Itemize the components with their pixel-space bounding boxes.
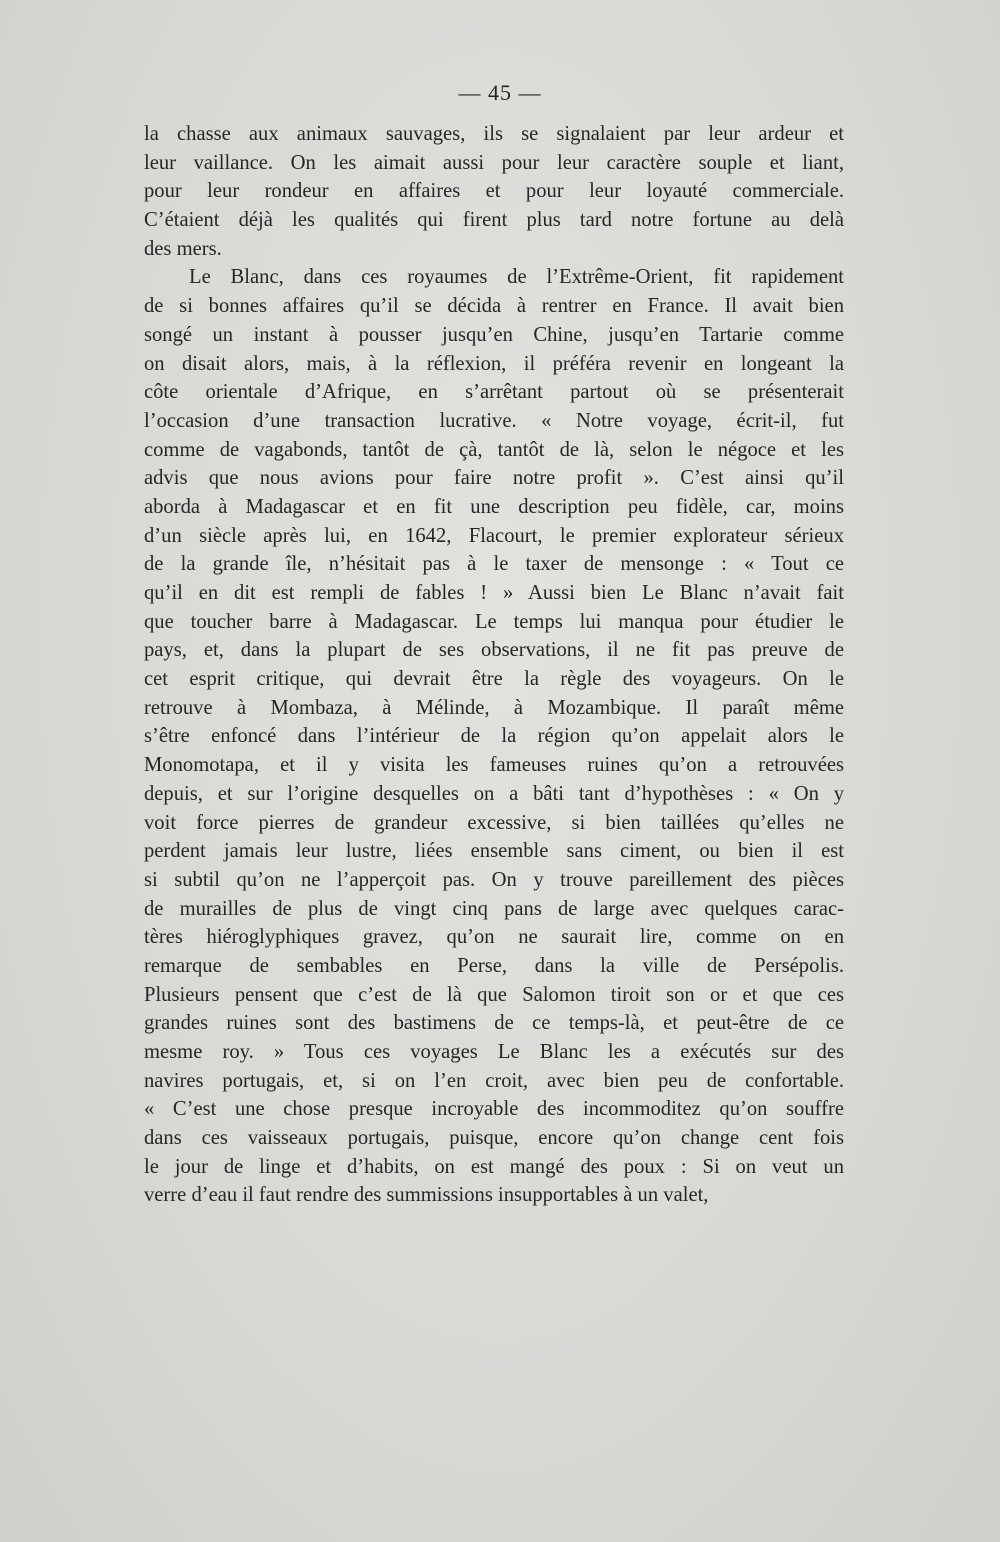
text-line: Plusieurs pensent que c’est de là que Salomon tiroit son or et que ces <box>144 983 844 1006</box>
text-line: la chasse aux animaux sauvages, ils se signalaient par leur ardeur et <box>144 123 844 145</box>
text-line: songé un instant à pousser jusqu’en Chine, jusqu’en Tartarie comme <box>144 323 844 346</box>
text-line: retrouve à Mombaza, à Mélinde, à Mozambique. Il paraît même <box>144 696 844 719</box>
text-line: pour leur rondeur en affaires et pour leur loyauté commerciale. <box>144 180 844 203</box>
body-text <box>144 120 844 1210</box>
text-line: dans ces vaisseaux portugais, puisque, encore qu’on change cent fois <box>144 1127 844 1150</box>
text-line: qu’il en dit est rempli de fables ! » Aussi bien Le Blanc n’avait fait <box>144 582 844 604</box>
text-line: de la grande île, n’hésitait pas à le taxer de mensonge : « Tout ce <box>144 553 844 576</box>
text-line: perdent jamais leur lustre, liées ensemble sans ciment, ou bien il est <box>144 840 844 863</box>
text-line: « C’est une chose presque incroyable des incommoditez qu’on souffre <box>144 1098 844 1121</box>
text-line: côte orientale d’Afrique, en s’arrêtant partout où se présenterait <box>144 381 844 404</box>
text-line: remarque de sembables en Perse, dans la ville de Persépolis. <box>144 954 844 977</box>
text-line: grandes ruines sont des bastimens de ce temps-là, et peut-être de ce <box>144 1012 844 1035</box>
text-line: depuis, et sur l’origine desquelles on a bâti tant d’hypothèses : « On y <box>144 782 844 805</box>
text-line: mesme roy. » Tous ces voyages Le Blanc les a exécutés sur des <box>144 1041 844 1063</box>
text-line: navires portugais, et, si on l’en croit, avec bien peu de confortable. <box>144 1069 844 1092</box>
text-line: si subtil qu’on ne l’apperçoit pas. On y trouve pareillement des pièces <box>144 868 844 891</box>
text-line: l’occasion d’une transaction lucrative. « Notre voyage, écrit-il, fut <box>144 409 844 432</box>
text-line: advis que nous avions pour faire notre profit ». C’est ainsi qu’il <box>144 467 844 490</box>
text-line: voit force pierres de grandeur excessive, si bien taillées qu’elles ne <box>144 811 844 834</box>
text-line: le jour de linge et d’habits, on est mangé des poux : Si on veut un <box>144 1155 844 1178</box>
text-line: tères hiéroglyphiques gravez, qu’on ne saurait lire, comme on en <box>144 926 844 949</box>
text-line: verre d’eau il faut rendre des summissions insupportables à un valet, <box>144 1184 709 1207</box>
text-line: Monomotapa, et il y visita les fameuses ruines qu’on a retrouvées <box>144 754 844 777</box>
text-line: aborda à Madagascar et en fit une description peu fidèle, car, moins <box>144 495 844 518</box>
text-line: d’un siècle après lui, en 1642, Flacourt, le premier explorateur sérieux <box>144 524 844 547</box>
text-line: comme de vagabonds, tantôt de çà, tantôt de là, selon le négoce et les <box>144 438 844 461</box>
text-line: C’étaient déjà les qualités qui firent plus tard notre fortune au delà <box>144 209 844 232</box>
text-line: on disait alors, mais, à la réflexion, il préféra revenir en longeant la <box>144 352 844 375</box>
text-line: cet esprit critique, qui devrait être la règle des voyageurs. On le <box>144 668 844 691</box>
text-line: pays, et, dans la plupart de ses observations, il ne fit pas preuve de <box>144 639 844 662</box>
text-line: des mers. <box>144 237 222 260</box>
page-number: — 45 — <box>458 80 542 105</box>
text-line: de murailles de plus de vingt cinq pans de large avec quelques carac- <box>144 897 844 920</box>
text-line: leur vaillance. On les aimait aussi pour leur caractère souple et liant, <box>144 151 844 174</box>
text-line: que toucher barre à Madagascar. Le temps lui manqua pour étudier le <box>144 610 844 633</box>
text-line: s’être enfoncé dans l’intérieur de la région qu’on appelait alors le <box>144 725 844 748</box>
text-line: de si bonnes affaires qu’il se décida à rentrer en France. Il avait bien <box>144 295 844 318</box>
text-line: Le Blanc, dans ces royaumes de l’Extrême-Orient, fit rapidement <box>189 266 844 289</box>
